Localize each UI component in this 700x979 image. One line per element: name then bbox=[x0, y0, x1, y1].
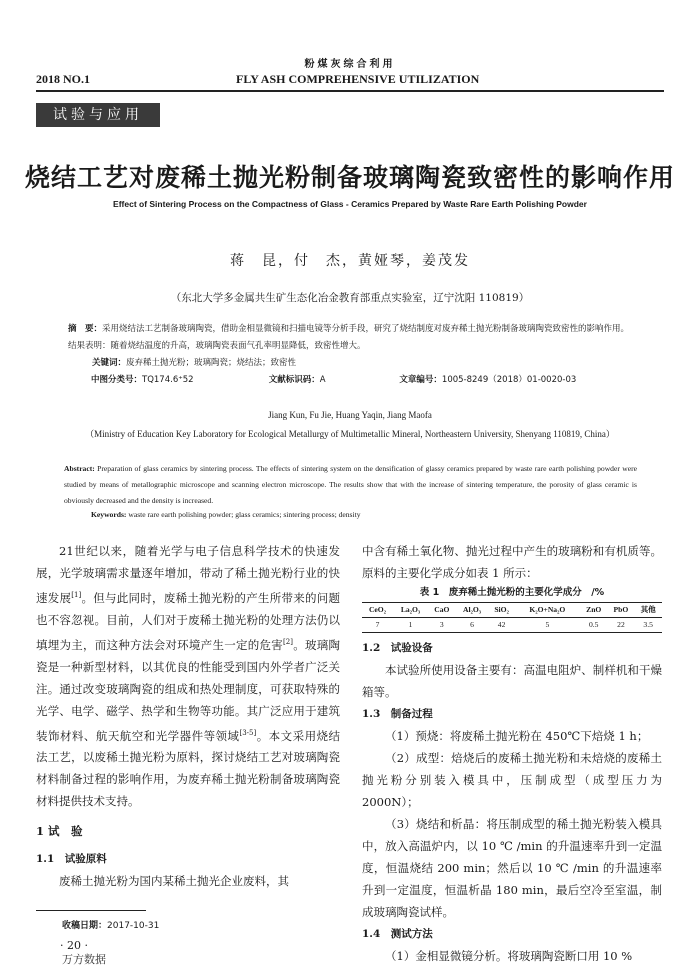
table-header-row bbox=[362, 603, 662, 618]
table-cell: 0.5 bbox=[588, 620, 599, 629]
keywords-label: 关键词： bbox=[92, 358, 127, 368]
citation: [1] bbox=[71, 591, 82, 599]
article-title-en: Effect of Sintering Process on the Compactness of Glass - Ceramics Prepared by Waste Rare Earth Polishing Powder bbox=[113, 199, 587, 209]
keywords-text: 废弃稀土抛光粉；玻璃陶瓷；烧结法；致密性 bbox=[126, 358, 297, 368]
clc-value: TQ174.6⁺52 bbox=[142, 375, 194, 385]
intro-paragraph: 21世纪以来，随着光学与电子信息科学技术的快速发展，光学玻璃需求量逐年增加，带动了稀土抛光粉行业的快速发展[1]。但与此同时，废稀土抛光粉的产生所带来的问题也不容忽视。目前，人们对于废稀土抛光粉的处理方法仍以填埋为主，而这种方法会对环境产生一定的危害[2]。玻璃陶瓷是一种新型材料，以其优良的性能受到国内外学者广泛关注。通过改变玻璃陶瓷的组成和热处理制度，可获取特殊的光学、电学、磁学、热学和生物等功能。其广泛应用于建筑装饰材料、航天航空和光学器件等领域[3-5]。本文采用烧结法工艺，以废稀土抛光粉为原料，探讨烧结工艺对玻璃陶瓷材料制备过程的影响作用，为废弃稀土抛光粉制备玻璃陶瓷材料提供技术支持。 bbox=[36, 544, 341, 809]
paragraph: （1）预烧：将废稀土抛光粉在 450℃下焙烧 1 h； bbox=[385, 729, 649, 743]
journal-title-cn: 粉煤灰综合利用 bbox=[304, 59, 396, 70]
composition-table bbox=[362, 602, 662, 633]
abstract-en bbox=[64, 461, 637, 509]
received-date: 收稿日期：2017-10-31 bbox=[62, 921, 160, 931]
abstract-cn bbox=[68, 321, 636, 372]
abstract-label: 摘 要： bbox=[68, 324, 103, 334]
paragraph: 中含有稀土氧化物、抛光过程中产生的玻璃粉和有机质等。原料的主要化学成分如表 1 所示： bbox=[362, 544, 662, 580]
keywords-en-label: Keywords: bbox=[91, 510, 127, 519]
table-header: CeO₂ bbox=[368, 605, 386, 614]
issue-number: 2018 NO.1 bbox=[36, 72, 90, 86]
article-no-label: 文章编号： bbox=[399, 375, 442, 385]
table-header: K₂O+Na₂O bbox=[529, 605, 566, 614]
table-cell: 3.5 bbox=[643, 620, 653, 629]
citation: [2] bbox=[283, 637, 293, 646]
doc-code-label: 文献标识码： bbox=[268, 375, 320, 385]
paragraph: （1）金相显微镜分析。将玻璃陶瓷断口用 10 % bbox=[385, 949, 633, 963]
article-title-cn: 烧结工艺对废稀土抛光粉制备玻璃陶瓷致密性的影响作用 bbox=[24, 163, 675, 192]
table-cell: 6 bbox=[470, 620, 474, 629]
paragraph: 本试验所使用设备主要有：高温电阻炉、制样机和干燥箱等。 bbox=[362, 663, 662, 699]
table-header: ZnO bbox=[586, 605, 602, 614]
affiliation-cn: （东北大学多金属共生矿生态化冶金教育部重点实验室，辽宁沈阳 110819） bbox=[170, 292, 530, 304]
table-cell: 22 bbox=[617, 620, 625, 629]
journal-title-en: FLY ASH COMPREHENSIVE UTILIZATION bbox=[236, 72, 480, 86]
abstract-en-label: Abstract: bbox=[64, 464, 95, 473]
subsection-heading: 1.3 制备过程 bbox=[362, 708, 433, 720]
keywords-en bbox=[91, 510, 361, 519]
keywords-en-text: waste rare earth polishing powder; glass ceramics; sintering process; density bbox=[128, 510, 361, 519]
subsection-heading: 1.4 测试方法 bbox=[362, 928, 433, 940]
doc-code-value: A bbox=[319, 375, 326, 385]
table-cell: 5 bbox=[545, 620, 550, 629]
footnote-rule bbox=[36, 910, 146, 911]
section-heading: 1 试 验 bbox=[36, 824, 83, 839]
subsection-heading: 1.2 试验设备 bbox=[362, 642, 433, 654]
table-header: 其他 bbox=[640, 605, 656, 614]
authors-cn: 蒋 昆，付 杰，黄娅琴，姜茂发 bbox=[230, 253, 470, 269]
clc-label: 中图分类号： bbox=[91, 375, 143, 385]
body-left-column bbox=[36, 540, 340, 892]
table-header: La₂O₃ bbox=[400, 605, 421, 614]
citation: [3-5] bbox=[239, 728, 257, 737]
article-no-value: 1005-8249（2018）01-0020-03 bbox=[441, 375, 577, 385]
table-header: Al₂O₃ bbox=[462, 605, 482, 614]
abstract-text: 采用烧结法工艺制备玻璃陶瓷，借助金相显微镜和扫描电镜等分析手段，研究了烧结制度对废弃稀土抛光粉制备玻璃陶瓷致密性的影响作用。结果表明：随着烧结温度的升高，玻璃陶瓷表面气孔率明显降低，致密性增大。 bbox=[68, 324, 630, 351]
table-cell: 1 bbox=[408, 620, 413, 629]
table-header: PbO bbox=[613, 605, 629, 614]
header-rule bbox=[36, 90, 664, 92]
classification-row bbox=[91, 373, 576, 385]
affiliation-en: （Ministry of Education Key Laboratory for Ecological Metallurgy of Multimetallic Mineral, Northeastern University, Shenyang 110819, China） bbox=[85, 429, 615, 439]
body-right-column bbox=[362, 540, 662, 967]
section-tag: 试验与应用 bbox=[36, 103, 160, 127]
paragraph: 废稀土抛光粉为国内某稀土抛光企业废料，其 bbox=[59, 874, 289, 889]
subsection-heading: 1.1 试验原料 bbox=[36, 853, 107, 866]
table-row bbox=[362, 618, 662, 633]
page-number: · 20 · bbox=[60, 939, 88, 952]
table-caption: 表 1 废弃稀土抛光粉的主要化学成分 /% bbox=[419, 587, 605, 598]
table-header: CaO bbox=[434, 605, 450, 614]
table-cell: 7 bbox=[375, 620, 380, 629]
watermark: 万方数据 bbox=[62, 953, 106, 966]
table-cell: 42 bbox=[497, 620, 506, 629]
table-header: SiO₂ bbox=[494, 605, 509, 614]
paragraph: （2）成型：焙烧后的废稀土抛光粉和未焙烧的废稀土抛光粉分别装入模具中，压制成型（成型压力为 2000N）； bbox=[362, 751, 662, 809]
paragraph: （3）烧结和析晶：将压制成型的稀土抛光粉装入模具中，放入高温炉内，以 10 ℃ /min 的升温速率升到一定温度，恒温烧结 200 min；然后以 10 ℃ /min 的升温速率升到一定温度，恒温析晶 180 min，最后空冷至室温，制成玻璃陶瓷试样。 bbox=[362, 817, 662, 919]
abstract-en-text: Preparation of glass ceramics by sintering process. The effects of sintering system on the densification of glassy ceramics prepared by waste rare earth polishing powder were studied by means of metallographic microscope and scanning electron microscope. The results show that with the increase of sintering temperature, the porosity of glass ceramic is obviously decreased and the density is increased. bbox=[64, 464, 637, 505]
authors-en: Jiang Kun, Fu Jie, Huang Yaqin, Jiang Maofa bbox=[268, 410, 432, 420]
table-cell: 3 bbox=[439, 620, 444, 629]
